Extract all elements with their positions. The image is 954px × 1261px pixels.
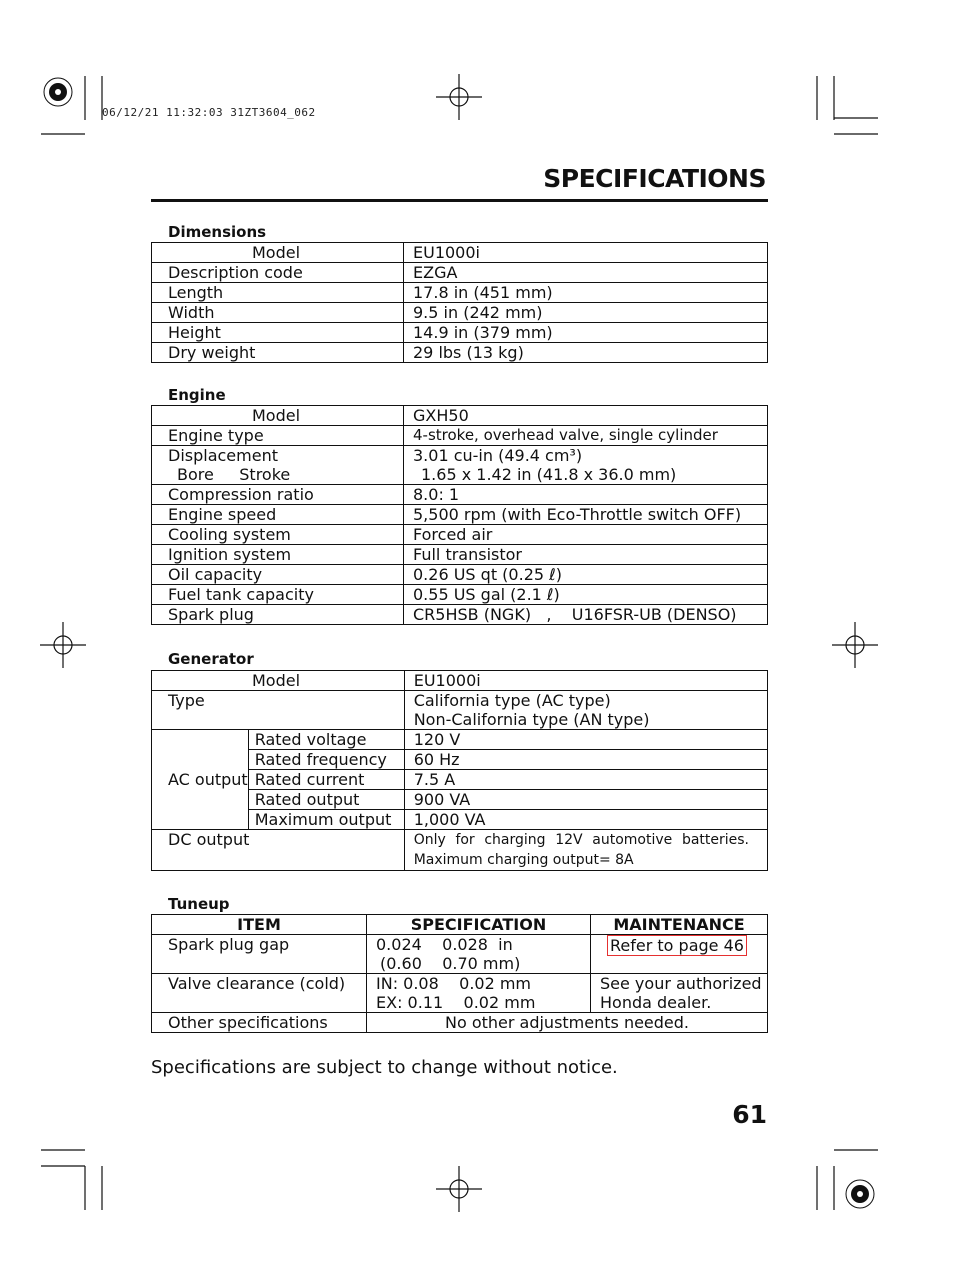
row-value: 8.0: 1	[404, 485, 768, 505]
table-row	[152, 446, 768, 485]
type-label: Type	[152, 691, 405, 730]
print-stamp: 06/12/21 11:32:03 31ZT3604_062	[102, 106, 316, 119]
model-value: EU1000i	[404, 243, 768, 263]
valve-label: Valve clearance (cold)	[152, 974, 367, 1013]
valve-spec-line-1: IN: 0.08 0.02 mm	[376, 974, 532, 993]
dc-value-2: Maximum charging output= 8A	[413, 852, 634, 868]
table-row	[152, 283, 768, 303]
engine-heading: Engine	[168, 386, 226, 404]
displacement-cell	[152, 446, 404, 485]
table-row	[152, 1013, 768, 1033]
tuneup-heading: Tuneup	[168, 895, 230, 913]
col-item-header: ITEM	[152, 915, 367, 935]
table-row	[152, 263, 768, 283]
page-number: 61	[732, 1100, 767, 1129]
table-row	[152, 243, 768, 263]
spark-spec-line-2: (0.60 0.70 mm)	[380, 954, 521, 973]
other-value: No other adjustments needed.	[367, 1013, 768, 1033]
table-row	[152, 730, 768, 750]
valve-maint	[591, 974, 768, 1013]
row-value: 900 VA	[404, 790, 767, 810]
table-header-row	[152, 915, 768, 935]
table-row	[152, 830, 768, 871]
row-value: 0.26 US qt (0.25 ℓ)	[404, 565, 768, 585]
valve-maint-line-1: See your authorized	[600, 974, 762, 993]
row-value: 1,000 VA	[404, 810, 767, 830]
row-label: Rated current	[248, 770, 404, 790]
table-row	[152, 406, 768, 426]
row-value: 7.5 A	[404, 770, 767, 790]
row-value: 0.55 US gal (2.1 ℓ)	[404, 585, 768, 605]
table-row	[152, 565, 768, 585]
spark-gap-spec	[367, 935, 591, 974]
model-value: GXH50	[404, 406, 768, 426]
row-value: 17.8 in (451 mm)	[404, 283, 768, 303]
tuneup-table	[151, 914, 768, 1033]
col-maint-header: MAINTENANCE	[591, 915, 768, 935]
table-row	[152, 303, 768, 323]
row-value: Full transistor	[404, 545, 768, 565]
other-label: Other specifications	[152, 1013, 367, 1033]
model-value: EU1000i	[404, 671, 767, 691]
row-label: Engine type	[152, 426, 404, 446]
row-value: 14.9 in (379 mm)	[404, 323, 768, 343]
row-label: Spark plug	[152, 605, 404, 625]
model-label: Model	[152, 671, 405, 691]
table-row	[152, 485, 768, 505]
table-row	[152, 671, 768, 691]
row-value: CR5HSB (NGK) , U16FSR-UB (DENSO)	[404, 605, 768, 625]
table-row	[152, 525, 768, 545]
row-value: 5,500 rpm (with Eco-Throttle switch OFF)	[404, 505, 768, 525]
page-title: SPECIFICATIONS	[543, 164, 766, 193]
type-value-1: California type (AC type)	[413, 691, 611, 710]
table-row	[152, 343, 768, 363]
row-label: Maximum output	[248, 810, 404, 830]
dc-output-values	[404, 830, 767, 871]
row-label: Dry weight	[152, 343, 404, 363]
table-row	[152, 545, 768, 565]
table-row	[152, 505, 768, 525]
type-values	[404, 691, 767, 730]
col-spec-header: SPECIFICATION	[367, 915, 591, 935]
spark-gap-label: Spark plug gap	[152, 935, 367, 974]
dc-value-1: Only for charging 12V automotive batteries.	[413, 832, 749, 848]
row-label: Compression ratio	[152, 485, 404, 505]
page-reference-link[interactable]: Refer to page 46	[607, 935, 747, 956]
row-value: EZGA	[404, 263, 768, 283]
table-row	[152, 426, 768, 446]
row-label: Cooling system	[152, 525, 404, 545]
spark-spec-line-1: 0.024 0.028 in	[376, 935, 513, 954]
table-row	[152, 974, 768, 1013]
generator-table	[151, 670, 768, 871]
title-rule	[151, 199, 768, 202]
table-row	[152, 585, 768, 605]
bore-stroke-value: 1.65 x 1.42 in (41.8 x 36.0 mm)	[421, 465, 677, 484]
row-value: 4-stroke, overhead valve, single cylinder	[404, 426, 768, 446]
engine-table	[151, 405, 768, 625]
row-label: Oil capacity	[152, 565, 404, 585]
footer-note: Specifications are subject to change without notice.	[151, 1057, 618, 1078]
model-label: Model	[152, 243, 404, 263]
row-label: Rated voltage	[248, 730, 404, 750]
row-label: Fuel tank capacity	[152, 585, 404, 605]
row-label: Rated output	[248, 790, 404, 810]
table-row	[152, 935, 768, 974]
displacement-values	[404, 446, 768, 485]
table-row	[152, 605, 768, 625]
row-value: 120 V	[404, 730, 767, 750]
row-value: 60 Hz	[404, 750, 767, 770]
bore-stroke-label: Bore Stroke	[177, 465, 291, 484]
table-row	[152, 323, 768, 343]
valve-maint-line-2: Honda dealer.	[600, 993, 712, 1012]
model-label: Model	[152, 406, 404, 426]
displacement-value: 3.01 cu-in (49.4 cm³)	[413, 446, 583, 465]
row-value: Forced air	[404, 525, 768, 545]
row-label: Ignition system	[152, 545, 404, 565]
generator-heading: Generator	[168, 650, 254, 668]
row-label: Length	[152, 283, 404, 303]
valve-spec	[367, 974, 591, 1013]
row-value: 29 lbs (13 kg)	[404, 343, 768, 363]
dc-output-label: DC output	[152, 830, 405, 871]
valve-spec-line-2: EX: 0.11 0.02 mm	[376, 993, 536, 1012]
row-value: 9.5 in (242 mm)	[404, 303, 768, 323]
displacement-label: Displacement	[168, 446, 278, 465]
ac-output-label: AC output	[152, 730, 249, 830]
dimensions-table	[151, 242, 768, 363]
row-label: Height	[152, 323, 404, 343]
table-row	[152, 691, 768, 730]
row-label: Rated frequency	[248, 750, 404, 770]
row-label: Engine speed	[152, 505, 404, 525]
spark-maint-cell	[591, 935, 768, 974]
type-value-2: Non-California type (AN type)	[413, 710, 650, 729]
dimensions-heading: Dimensions	[168, 223, 267, 241]
row-label: Width	[152, 303, 404, 323]
row-label: Description code	[152, 263, 404, 283]
